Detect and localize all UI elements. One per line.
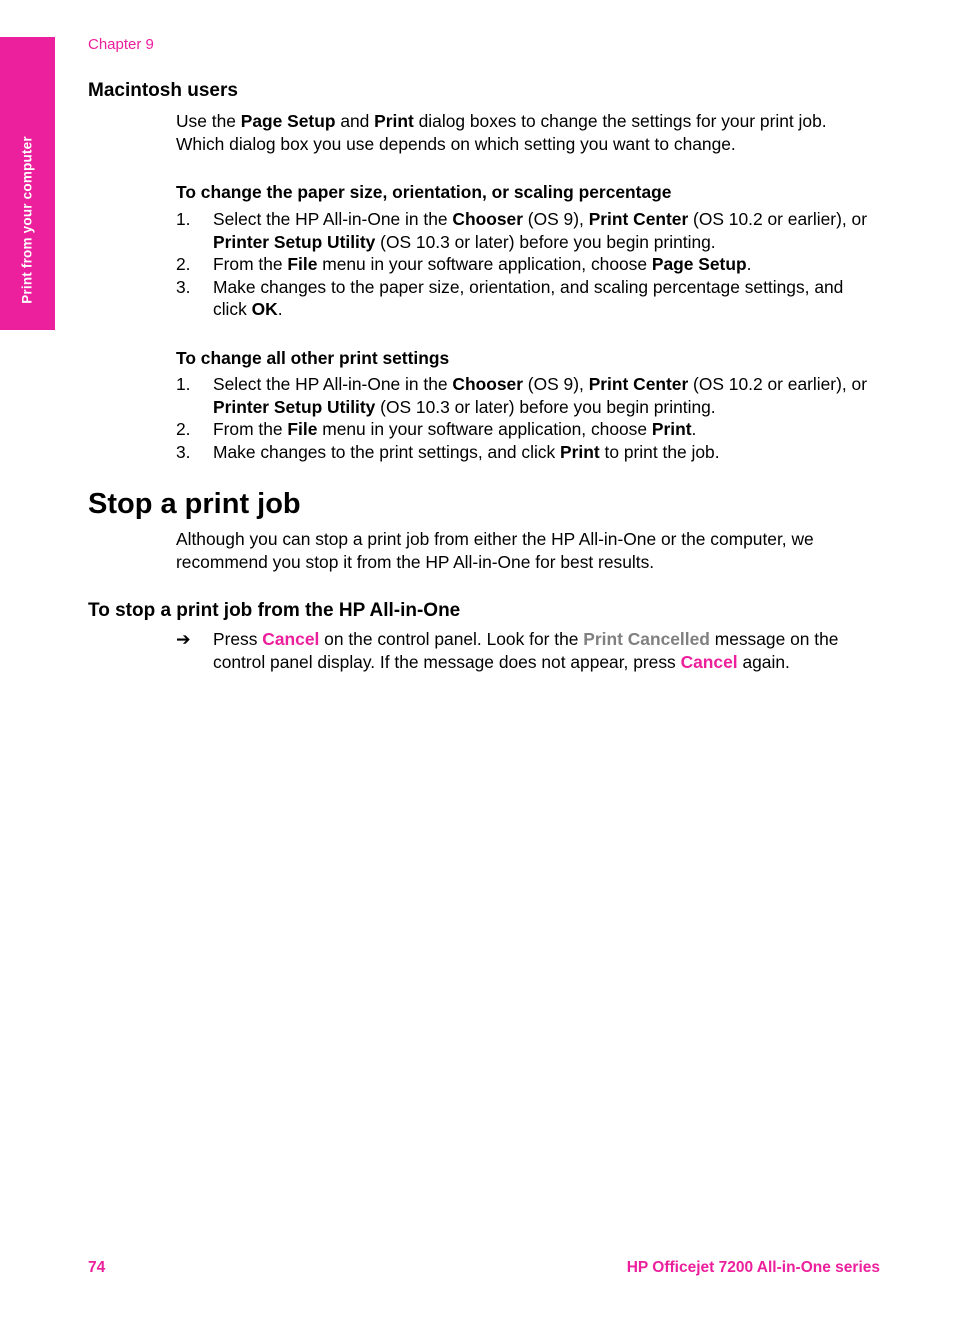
macintosh-users-heading: Macintosh users	[88, 80, 238, 101]
list-item: 2. From the File menu in your software application, choose Page Setup.	[176, 254, 752, 274]
footer-product-title: HP Officejet 7200 All-in-One series	[626, 1259, 880, 1276]
print-cancelled-message: Print Cancelled	[583, 629, 710, 649]
list-item: 3. Make changes to the paper size, orientation, and scaling percentage settings, and click OK.	[176, 276, 844, 319]
stop-intro-paragraph: Although you can stop a print job from either the HP All-in-One or the computer, we recommend you stop it from the HP All-in-One for best results.	[176, 529, 814, 572]
side-tab	[0, 37, 55, 330]
steps-paper-size	[176, 208, 876, 321]
cancel-button-label: Cancel	[262, 629, 320, 649]
side-tab-label: Print from your computer	[19, 136, 35, 304]
procedure-title-other-settings: To change all other print settings	[176, 348, 450, 368]
stop-subheading: To stop a print job from the HP All-in-One	[88, 600, 461, 621]
arrow-icon: ➔	[176, 629, 191, 649]
cancel-button-label: Cancel	[680, 651, 738, 672]
list-item: 1. Select the HP All-in-One in the Chooser (OS 9), Print Center (OS 10.2 or earlier), or Printer Setup Utility (OS 10.3 or later) before you begin printing.	[176, 209, 868, 252]
macintosh-intro-paragraph: Use the Page Setup and Print dialog boxes to change the settings for your print job. Which dialog box you use depends on which setting you want to change.	[176, 111, 827, 154]
list-item: ➔ Press Cancel on the control panel. Look for the Print Cancelled message on the control panel display. If the message does not appear, press Cancel again.	[176, 629, 839, 672]
list-item: 2. From the File menu in your software application, choose Print.	[176, 419, 697, 439]
list-item: 1. Select the HP All-in-One in the Chooser (OS 9), Print Center (OS 10.2 or earlier), or Printer Setup Utility (OS 10.3 or later) before you begin printing.	[176, 374, 868, 417]
steps-other-settings	[176, 373, 876, 463]
chapter-header: Chapter 9	[88, 36, 154, 53]
list-item: 3. Make changes to the print settings, and click Print to print the job.	[176, 441, 720, 462]
stop-steps	[176, 628, 876, 673]
stop-print-job-heading: Stop a print job	[88, 488, 301, 520]
procedure-title-paper-size: To change the paper size, orientation, or scaling percentage	[176, 182, 672, 202]
page-number: 74	[88, 1259, 106, 1276]
